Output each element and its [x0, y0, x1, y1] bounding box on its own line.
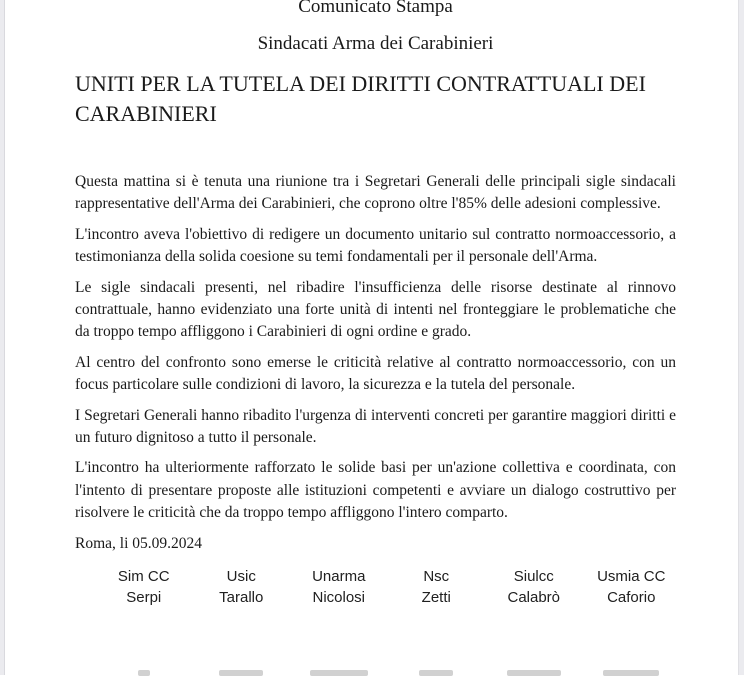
cutoff-next-line	[95, 670, 680, 676]
document-subkicker: Sindacati Arma dei Carabinieri	[257, 33, 494, 54]
paragraph: I Segretari Generali hanno ribadito l'urgenza di interventi concreti per garantire maggiori diritti e un futuro dignitoso a tutto il personale.	[75, 406, 676, 447]
union-acronym: Nsc	[423, 568, 450, 586]
cutoff-text-fragment	[95, 670, 193, 676]
signatory-name: Nicolosi	[312, 589, 365, 607]
signature-column	[388, 566, 486, 608]
paragraph: Questa mattina si è tenuta una riunione tra i Segretari Generali delle principali sigle sindacali rappresentative dell'Arma dei Carabinieri, che coprono oltre l'85% delle adesioni complessive.	[75, 173, 676, 213]
dateline: Roma, li 05.09.2024	[75, 534, 203, 552]
union-acronym: Sim CC	[117, 568, 170, 586]
document-kicker: Comunicato Stampa	[298, 0, 453, 17]
paragraph: Al centro del confronto sono emerse le criticità relative al contratto normoaccessorio, con un focus particolare sulle condizioni di lavoro, la sicurezza e la tutela del personale.	[75, 353, 676, 394]
cutoff-text-fragment	[290, 670, 388, 676]
signature-column	[290, 566, 388, 608]
paragraph: L'incontro ha ulteriormente rafforzato le solide basi per un'azione collettiva e coordinata, con l'intento di presentare proposte alle istituzioni competenti e avviare un dialogo costruttivo per risolvere le criticità che da troppo tempo affliggono l'intero comparto.	[75, 459, 676, 522]
signatory-name: Zetti	[421, 589, 451, 607]
paragraph: Le sigle sindacali presenti, nel ribadire l'insufficienza delle risorse destinate al rinnovo contrattuale, hanno evidenziato una forte unità di intenti nel fronteggiare le problematiche che da troppo tempo affliggono i Carabinieri di ogni ordine e grado.	[75, 278, 676, 341]
cutoff-text-fragment	[583, 670, 681, 676]
signatory-name: Serpi	[126, 589, 162, 607]
signature-column	[95, 566, 193, 608]
union-acronym: Usmia CC	[597, 568, 666, 586]
signatory-name: Calabrò	[507, 589, 561, 607]
document-title: UNITI PER LA TUTELA DEI DIRITTI CONTRATTUALI DEI CARABINIERI	[75, 71, 646, 126]
signatory-name: Tarallo	[219, 589, 264, 607]
union-acronym: Siulcc	[513, 568, 554, 586]
cutoff-text-fragment	[485, 670, 583, 676]
union-acronym: Unarma	[312, 568, 366, 586]
page-edge-left	[0, 0, 5, 675]
signature-column	[193, 566, 291, 608]
signature-columns	[95, 566, 680, 608]
press-release-document	[75, 0, 676, 608]
cutoff-text-fragment	[388, 670, 486, 676]
cutoff-text-fragment	[193, 670, 291, 676]
signature-column	[583, 566, 681, 608]
signatory-name: Caforio	[607, 589, 656, 607]
union-acronym: Usic	[226, 568, 256, 586]
document-body	[75, 171, 676, 555]
signature-column	[485, 566, 583, 608]
paragraph: L'incontro aveva l'obiettivo di redigere un documento unitario sul contratto normoaccessorio, a testimonianza della solida coesione su temi fondamentali per il personale dell'Arma.	[75, 225, 676, 266]
page-edge-right	[738, 0, 744, 675]
